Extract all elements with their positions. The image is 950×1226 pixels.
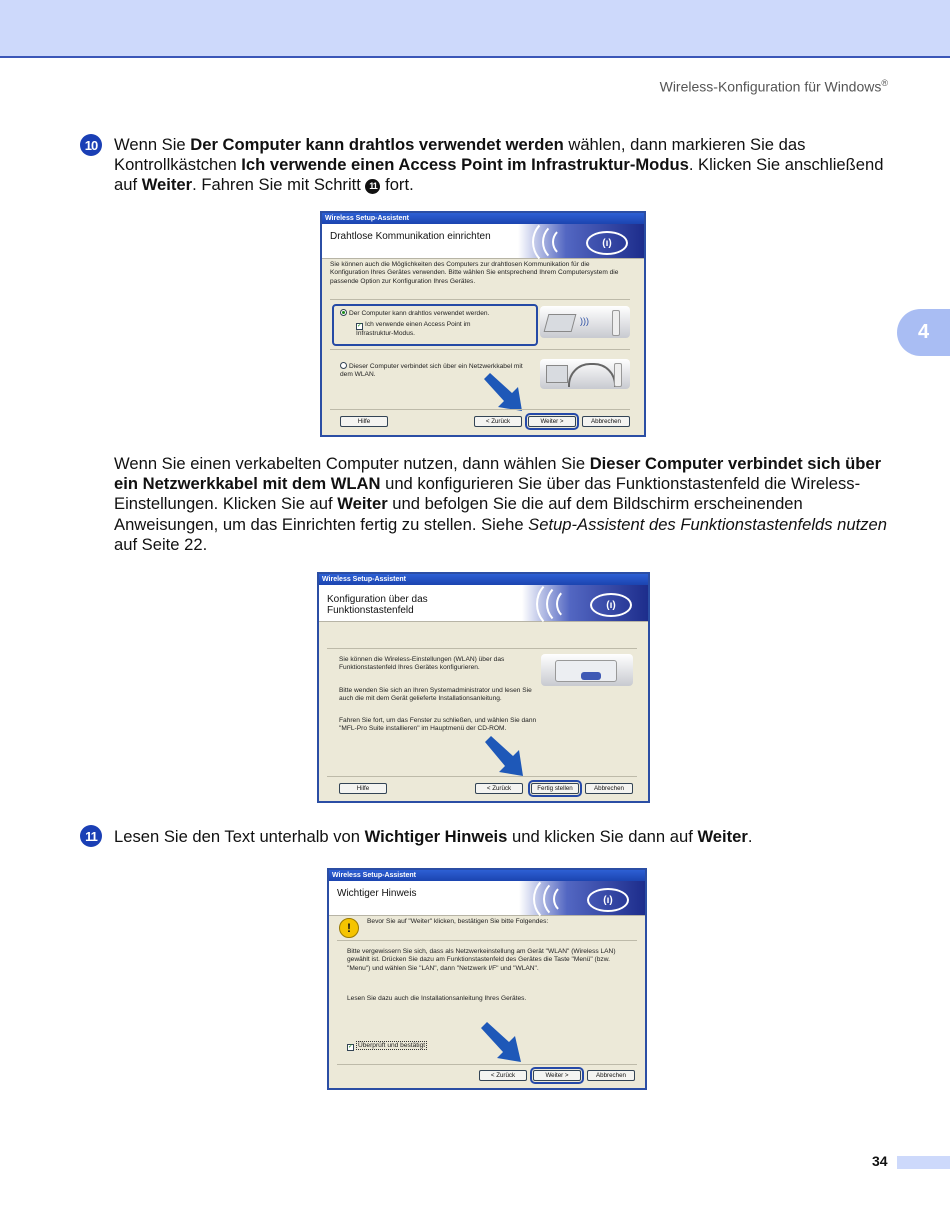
option1-checkbox[interactable]: ✓ Ich verwende einen Access Point im Infrastruktur-Modus. [356,321,471,337]
dialog-intro: Sie können auch die Möglichkeiten des Computers zur drahtlosen Kommunikation für die Konfiguration Ihres Gerätes verwenden. Bitte wählen Sie entsprechend Ihrem Computersystem die passende Option zur Konfiguration Ihres Gerätes. [330,261,619,285]
cancel-button[interactable]: Abbrechen [585,783,633,794]
wireless-logo-icon: (ı) [518,224,644,258]
wired-computer-illustration [540,359,630,389]
help-button[interactable]: Hilfe [340,416,388,427]
back-button[interactable]: < Zurück [475,783,523,794]
wireless-logo-icon: (ı) [519,881,645,915]
help-button[interactable]: Hilfe [339,783,387,794]
step10-text: Wenn Sie Der Computer kann drahtlos verwendet werden wählen, dann markieren Sie das Kontrollkästchen Ich verwende einen Access Point im Infrastruktur-Modus. Klicken Sie anschließend auf Weiter. Fahren Sie mit Schritt 11 fort. [114,135,884,195]
finish-button[interactable]: Fertig stellen [531,783,579,794]
dialog-titlebar: Wireless Setup-Assistent [329,870,645,881]
step-ref-badge: 11 [365,179,380,194]
dialog-titlebar: Wireless Setup-Assistent [322,213,644,224]
warning-icon: ! [339,918,359,938]
wireless-logo-icon: (ı) [522,585,648,621]
next-button[interactable]: Weiter > [528,416,576,427]
page-number: 34 [872,1153,888,1169]
dialog-wireless-communication [320,211,646,437]
dialog-important-notice [327,868,647,1090]
laptop-wireless-illustration: ))) [540,306,630,338]
step-badge-11: 11 [80,825,102,847]
radio-empty-icon[interactable] [340,362,347,369]
dialog2-paragraph-3: Fahren Sie fort, um das Fenster zu schließen, und wählen Sie dann "MFL-Pro Suite installieren" im Hauptmenü der CD-ROM. [339,717,537,733]
dialog2-paragraph-2: Bitte wenden Sie sich an Ihren Systemadministrator und lesen Sie auch die mit dem Gerät gelieferte Installationsanleitung. [339,687,532,703]
back-button[interactable]: < Zurück [479,1070,527,1081]
confirm-checkbox[interactable]: ✓ Überprüft und bestätigt [348,1042,426,1050]
pointer-arrow-icon [483,736,529,778]
page-number-bar [897,1156,950,1169]
cancel-button[interactable]: Abbrechen [582,416,630,427]
radio-selected-icon[interactable] [340,309,347,316]
checkbox-checked-icon[interactable]: ✓ [357,323,363,329]
chapter-tab: 4 [897,309,950,356]
pointer-arrow-icon [479,1022,527,1064]
dialog-heading: Wichtiger Hinweis [337,888,417,899]
notice-paragraph-1: Bitte vergewissern Sie sich, dass als Netzwerkeinstellung am Gerät "WLAN" (Wireless LAN) gewählt ist. Drücken Sie dazu am Funktionstastenfeld des Gerätes die Taste "Menü" (bzw. "Menu") und wählen Sie "LAN", dann "Netzwerk I/F" und "WLAN". [347,948,616,972]
step11-text: Lesen Sie den Text unterhalb von Wichtiger Hinweis und klicken Sie dann auf Weiter. [114,827,753,846]
pointer-arrow-icon [482,373,528,413]
dialog-control-panel-config [317,572,650,803]
back-button[interactable]: < Zurück [474,416,522,427]
dialog-heading: Konfiguration über das Funktionstastenfeld [327,594,428,616]
dialog2-paragraph-1: Sie können die Wireless-Einstellungen (WLAN) über das Funktionstastenfeld Ihres Gerätes konfigurieren. [339,656,505,672]
printer-panel-illustration [541,654,633,686]
checkbox-checked-icon[interactable]: ✓ [348,1044,354,1050]
option1-radio[interactable]: Der Computer kann drahtlos verwendet werden. [340,309,520,318]
dialog-titlebar: Wireless Setup-Assistent [319,574,648,585]
wired-paragraph: Wenn Sie einen verkabelten Computer nutzen, dann wählen Sie Dieser Computer verbindet sich über ein Netzwerkkabel mit dem WLAN und konfigurieren Sie über das Funktionstastenfeld die Wireless-Einstellungen. Klicken Sie auf Weiter und befolgen Sie die auf dem Bildschirm erscheinenden Anweisungen, um das Einrichten fertig zu stellen. Siehe Setup-Assistent des Funktionstastenfelds nutzen auf Seite 22. [114,454,887,554]
cancel-button[interactable]: Abbrechen [587,1070,635,1081]
top-band [0,0,950,58]
notice-paragraph-2: Lesen Sie dazu auch die Installationsanleitung Ihres Gerätes. [347,995,527,1002]
dialog-heading: Drahtlose Kommunikation einrichten [330,231,491,242]
warning-text: Bevor Sie auf "Weiter" klicken, bestätigen Sie bitte Folgendes: [367,918,549,925]
option2-radio[interactable]: Dieser Computer verbindet sich über ein Netzwerkkabel mit dem WLAN. [340,363,523,379]
next-button[interactable]: Weiter > [533,1070,581,1081]
step-badge-10: 10 [80,134,102,156]
running-header: Wireless-Konfiguration für Windows® [659,78,888,95]
